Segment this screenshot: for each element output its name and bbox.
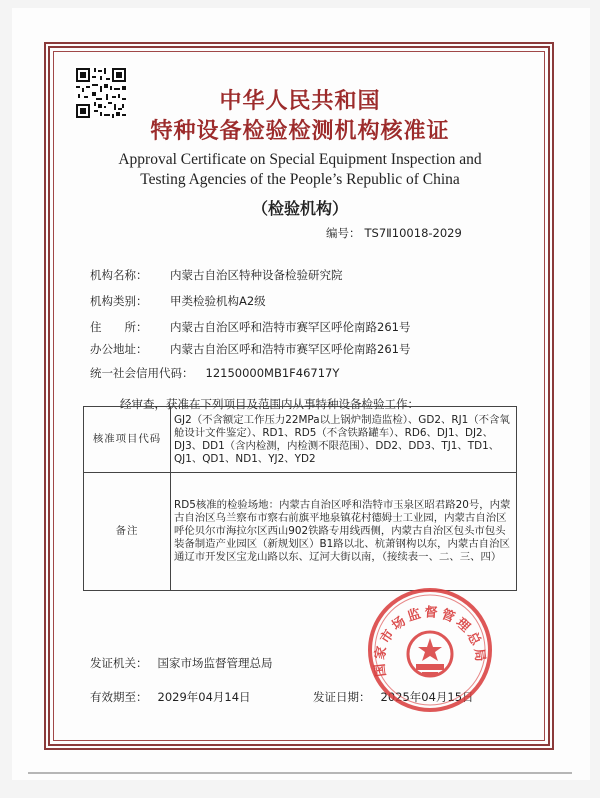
field-value: 内蒙古自治区呼和浩特市赛罕区呼伦南路261号: [170, 320, 411, 334]
valid-value: 2029年04月14日: [157, 690, 251, 704]
field-value: 甲类检验机构A2级: [170, 294, 266, 308]
field-label: 住 所：: [90, 320, 148, 334]
title-cn-line2: 特种设备检验检测机构核准证: [150, 119, 450, 144]
field-label: 机构名称：: [90, 268, 148, 282]
review-statement: 经审查，获准在下列项目及范围内从事特种设备检验工作：: [120, 397, 419, 411]
issuer-label: 发证机关：: [90, 656, 148, 670]
field-value: 内蒙古自治区特种设备检验研究院: [170, 268, 343, 282]
issuer-value: 国家市场监督管理总局: [157, 656, 273, 670]
remark-row-label: 备注: [84, 473, 171, 591]
certificate-number: [326, 225, 462, 241]
table-row: [84, 407, 517, 473]
page-bottom-edge: [28, 772, 572, 774]
scope-row-text: GJ2（不含额定工作压力22MPa以上锅炉制造监检）、GD2、RJ1（不含氧舱设计文件鉴定）、RD1、RD5（不含铁路罐车）、RD6、DJ1、DJ2、DJ3、DD1（含内检测，内检测不限范围）、DD2、DD3、TJ1、TD1、QJ1、QD1、ND1、YJ2、YD2: [171, 407, 517, 473]
field-credit-code: [90, 365, 339, 381]
valid-until: [90, 689, 251, 705]
field-name: [90, 267, 343, 283]
table-row: [84, 473, 517, 591]
field-label: 机构类别：: [90, 294, 148, 308]
issued-label: 发证日期：: [313, 690, 371, 704]
field-residence: [90, 319, 410, 335]
seal-text: 国家市场监督管理总局: [372, 605, 488, 678]
scope-table: [83, 406, 517, 591]
field-value: 内蒙古自治区呼和浩特市赛罕区呼伦南路261号: [170, 342, 411, 356]
title-en-line1: Approval Certificate on Special Equipment Inspection and: [118, 151, 482, 168]
title-en-line2: Testing Agencies of the People’s Republic of China: [140, 171, 460, 188]
field-office: [90, 341, 410, 357]
field-category: [90, 293, 266, 309]
field-label: 办公地址：: [90, 342, 148, 356]
title-cn-line1: 中华人民共和国: [219, 89, 381, 114]
field-value: 12150000MB1F46717Y: [205, 366, 340, 380]
valid-label: 有效期至：: [90, 690, 148, 704]
scope-row-label: 核准项目代码: [84, 407, 171, 473]
remark-row-text: RD5核准的检验场地：内蒙古自治区呼和浩特市玉泉区昭君路20号，内蒙古自治区乌兰察布市察右前旗平地泉镇花村德姆士工业园，内蒙古自治区呼伦贝尔市海拉尔区西山902铁路专用线西侧，内蒙古自治区包头市包头装备制造产业园区（新规划区）B1路以北、杭萧钢构以东，内蒙古自治区通辽市开发区宝龙山路以东、辽河大街以南，（接续表一、二、三、四）: [171, 473, 517, 591]
subtitle: （检验机构）: [251, 199, 348, 218]
field-label: 统一社会信用代码：: [90, 366, 194, 380]
issued-value: 2025年04月15日: [380, 690, 474, 704]
national-emblem-icon: [408, 632, 452, 676]
official-seal: [366, 586, 494, 714]
number-value: TS7Ⅱ10018-2029: [364, 226, 462, 240]
number-label: 编号：: [326, 226, 361, 240]
issuer: [90, 655, 273, 671]
